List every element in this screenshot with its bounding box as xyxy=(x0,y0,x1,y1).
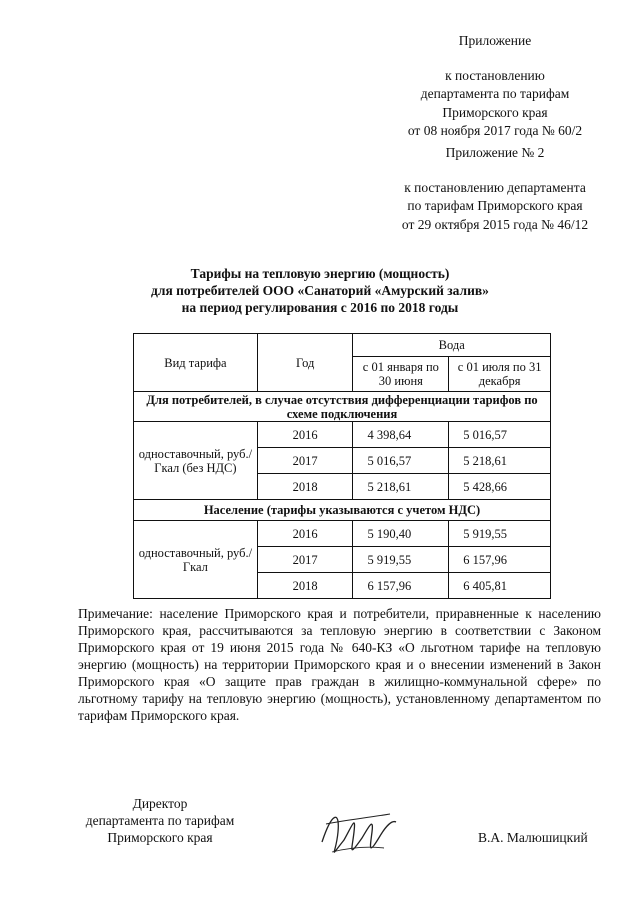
value-cell: 4 398,64 xyxy=(353,422,449,448)
signatory-name: В.А. Малюшицкий xyxy=(478,830,588,845)
tariff-table xyxy=(133,333,551,599)
value-cell: 5 218,61 xyxy=(353,474,449,500)
appendix2-header xyxy=(370,144,620,234)
header-water: Вода xyxy=(353,334,551,357)
document-title xyxy=(90,265,550,316)
value-cell: 5 016,57 xyxy=(353,448,449,474)
appendix-line: к постановлению xyxy=(445,67,545,83)
appendix-title: Приложение xyxy=(458,33,532,48)
title-line: для потребителей ООО «Санаторий «Амурский залив» xyxy=(151,283,489,298)
appendix2-line: по тарифам Приморского края xyxy=(407,198,583,213)
year-cell: 2016 xyxy=(257,521,353,547)
value-cell: 5 428,66 xyxy=(449,474,551,500)
tariff-label: одноставочный, руб./Гкал (без НДС) xyxy=(134,422,258,500)
year-cell: 2018 xyxy=(257,573,353,599)
header-period-2: с 01 июля по 31 декабря xyxy=(449,357,551,392)
position-line: Приморского края xyxy=(107,830,213,845)
position-line: департамента по тарифам xyxy=(85,813,235,828)
value-cell: 5 919,55 xyxy=(353,547,449,573)
value-cell: 5 919,55 xyxy=(449,521,551,547)
header-year: Год xyxy=(257,334,353,392)
appendix2-date-line: от 29 октября 2015 года № 46/12 xyxy=(401,216,589,232)
appendix2-line: к постановлению департамента xyxy=(404,179,586,195)
appendix-date-line: от 08 ноября 2017 года № 60/2 xyxy=(407,123,583,138)
value-cell: 5 016,57 xyxy=(449,422,551,448)
position-line: Директор xyxy=(132,796,188,811)
appendix2-title: Приложение № 2 xyxy=(445,145,545,160)
header-tariff-type: Вид тарифа xyxy=(134,334,258,392)
appendix-header xyxy=(370,32,620,141)
value-cell: 5 190,40 xyxy=(353,521,449,547)
signatory-position xyxy=(60,795,260,846)
year-cell: 2017 xyxy=(257,448,353,474)
note-paragraph: Примечание: население Приморского края и потребители, приравненные к населению Приморского края, рассчитываются за тепловую энергию в соответствии с Законом Приморского края от 19 июня 2015 года № 640-КЗ «О льготном тарифе на тепловую энергию (мощность) на территории Приморского края и о внесении изменений в Закон Приморского края «О защите прав граждан в жилищно-коммунальной сфере» по льготному тарифу на тепловую энергию (мощность), установленному департаментом по тарифам Приморского края. xyxy=(78,606,601,723)
handwritten-signature xyxy=(318,802,398,862)
year-cell: 2018 xyxy=(257,474,353,500)
appendix-line: Приморского края xyxy=(442,104,548,120)
section-title: Для потребителей, в случае отсутствия дифференциации тарифов по схеме подключения xyxy=(134,392,551,422)
appendix-line: департамента по тарифам xyxy=(420,86,570,101)
section-title: Население (тарифы указываются с учетом НДС) xyxy=(134,500,551,521)
title-line: на период регулирования с 2016 по 2018 годы xyxy=(181,300,459,315)
tariff-label: одноставочный, руб./Гкал xyxy=(134,521,258,599)
value-cell: 6 405,81 xyxy=(449,573,551,599)
header-period-1: с 01 января по 30 июня xyxy=(353,357,449,392)
value-cell: 6 157,96 xyxy=(353,573,449,599)
value-cell: 6 157,96 xyxy=(449,547,551,573)
year-cell: 2016 xyxy=(257,422,353,448)
value-cell: 5 218,61 xyxy=(449,448,551,474)
title-line: Тарифы на тепловую энергию (мощность) xyxy=(190,266,450,281)
year-cell: 2017 xyxy=(257,547,353,573)
